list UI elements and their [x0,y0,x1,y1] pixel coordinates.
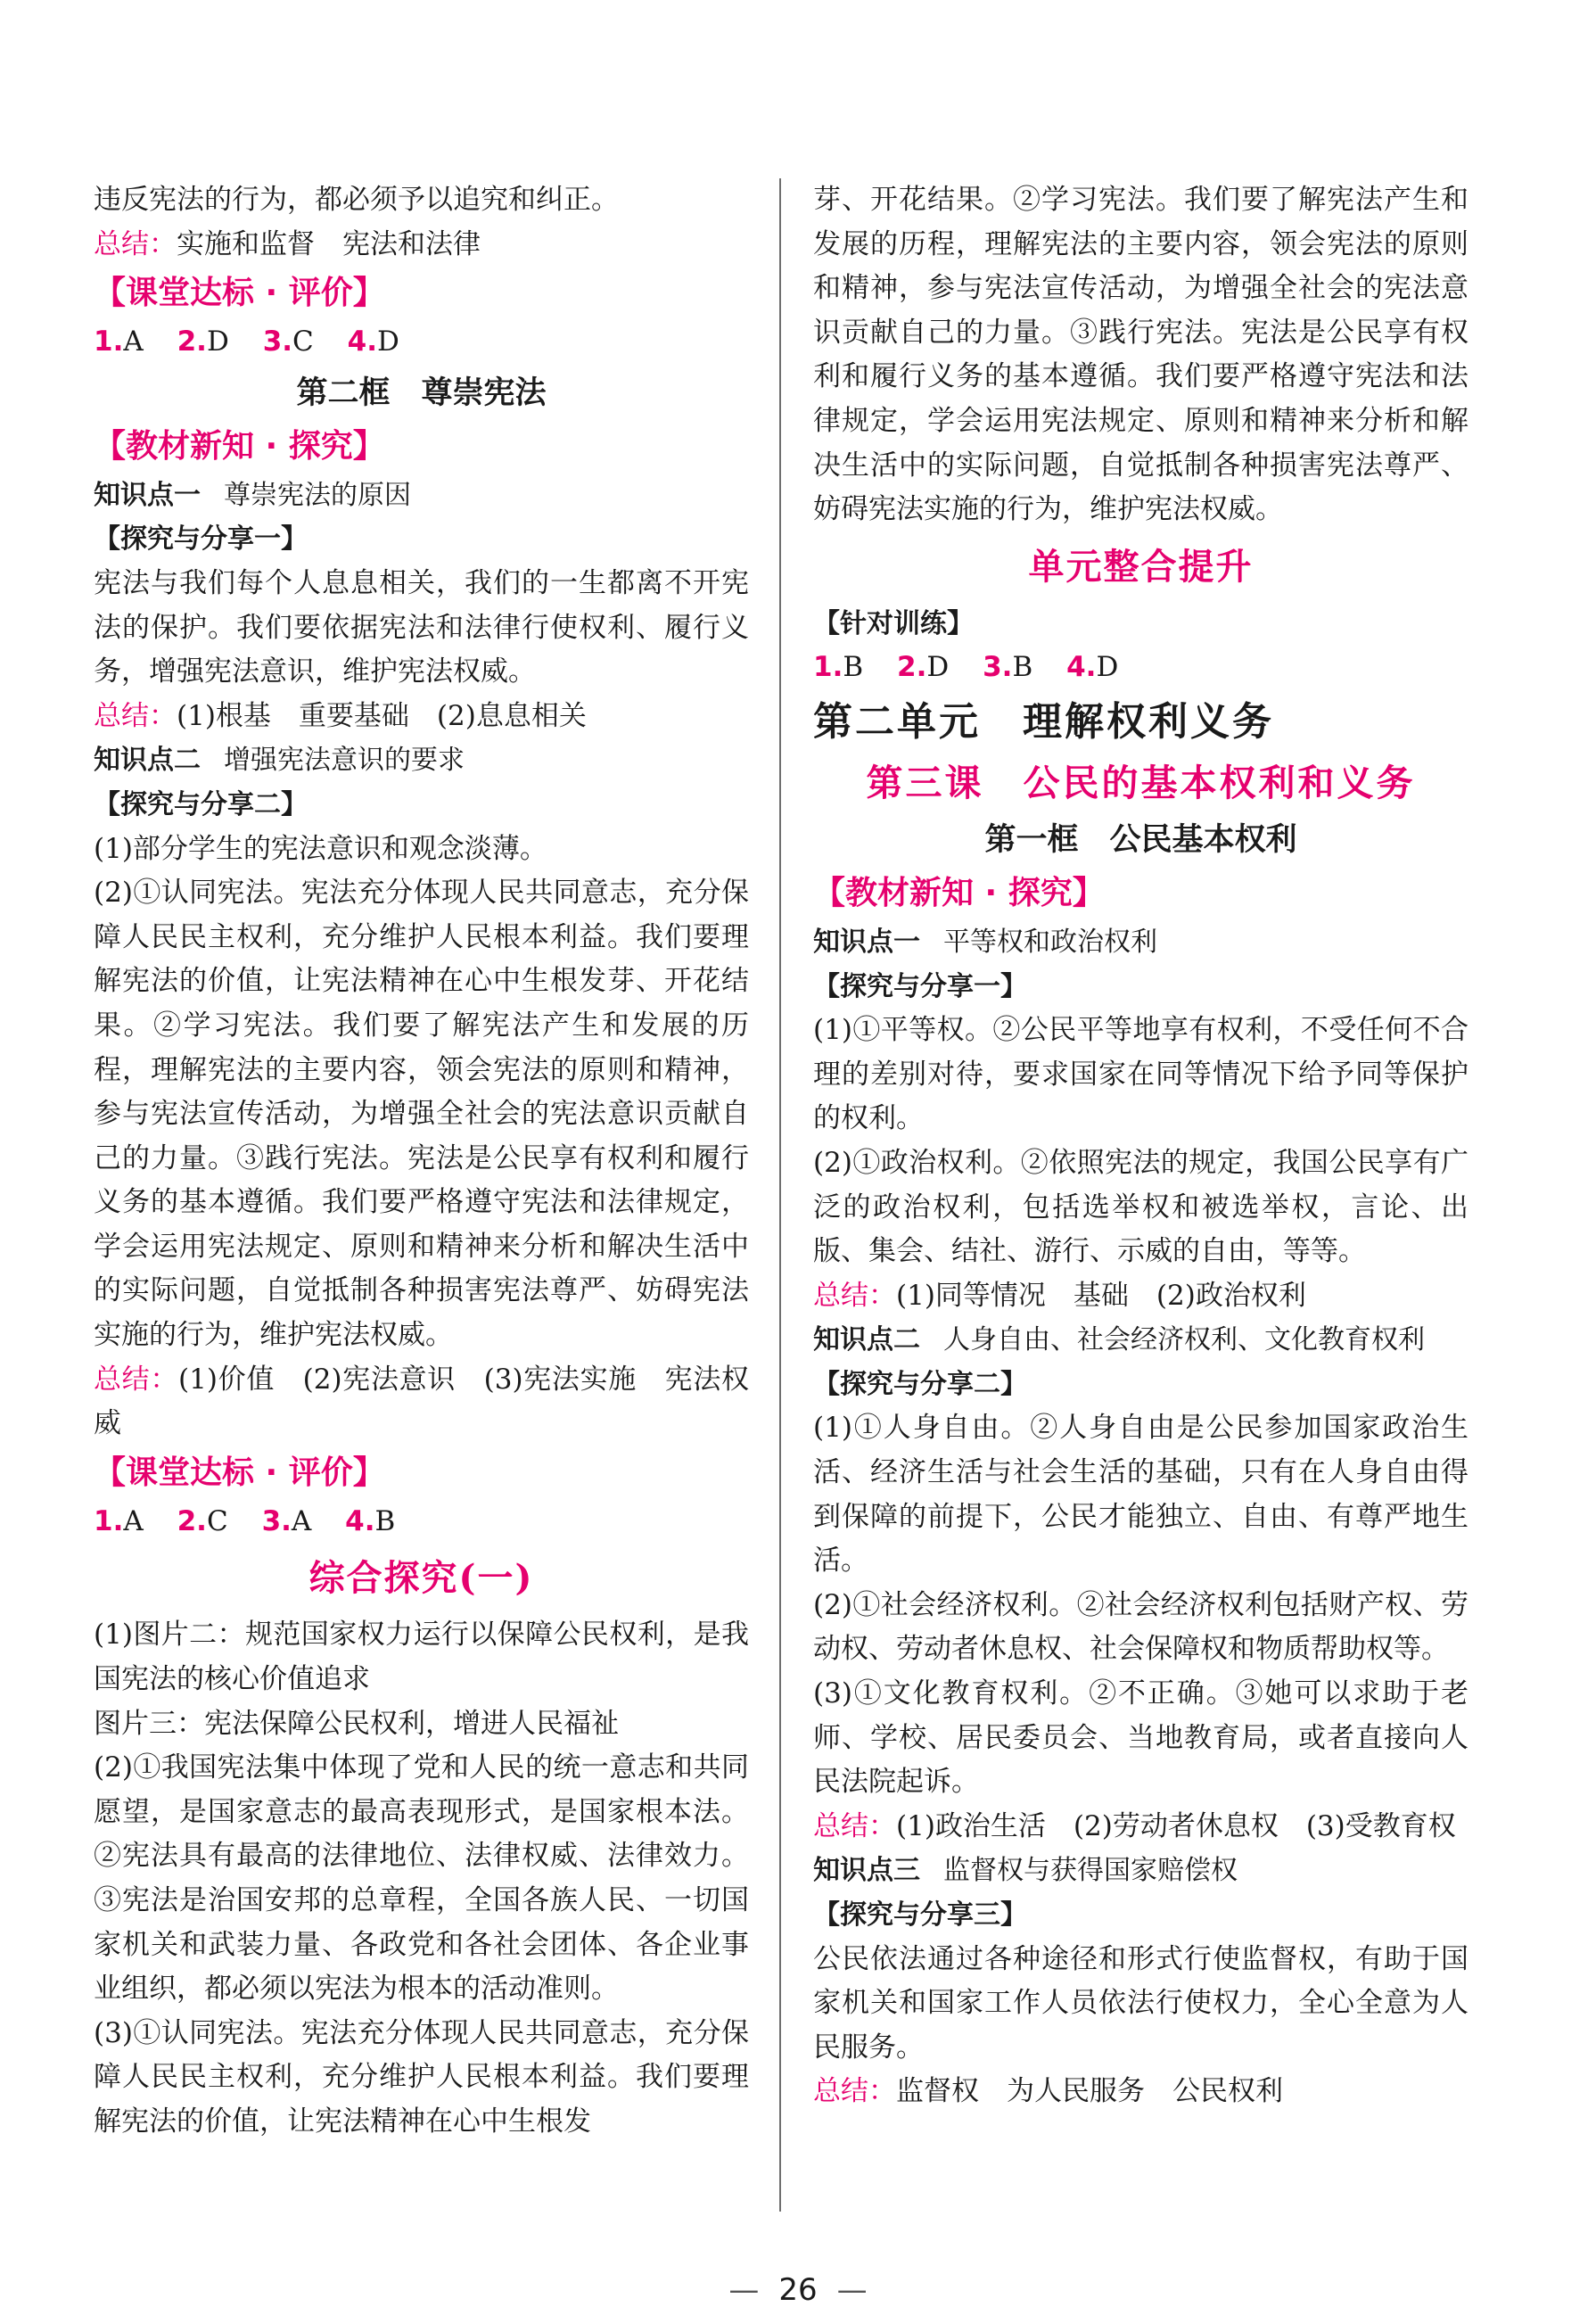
paragraph: (2)①认同宪法。宪法充分体现人民共同意志，充分保障人民民主权利，充分维护人民根本利益。我们要理解宪法的价值，让宪法精神在心中生根发芽、开花结果。②学习宪法。我们要了解宪法产生和发展的历程，理解宪法的主要内容，领会宪法的原则和精神，参与宪法宣传活动，为增强全社会的宪法意识贡献自己的力量。③践行宪法。宪法是公民享有权利和履行义务的基本遵循。我们要严格遵守宪法和法律规定，学会运用宪法规定、原则和精神来分析和解决生活中的实际问题，自觉抵制各种损害宪法尊严、妨碍宪法实施的行为，维护宪法权威。 [94,877,749,1352]
page-number [0,2272,1596,2308]
answer-item: 2.D [177,325,229,358]
answer-item: 4.D [1066,651,1119,684]
paragraph: (1)①人身自由。②人身自由是公民参加国家政治生活、经济生活与社会生活的基础，只有在人身自由得到保障的前提下，公民才能独立、自由、有尊严地生活。 [813,1412,1468,1578]
answer-row [94,1500,749,1545]
summary [94,223,749,268]
answer-item: 3.B [983,651,1033,684]
lesson-title: 第三课 公民的基本权利和义务 [866,761,1416,804]
paragraph: 违反宪法的行为，都必须予以追究和纠正。 [94,184,619,216]
answer-row [813,646,1468,690]
section-heading-jiaocai: 【教材新知 · 探究】 [813,874,1105,911]
summary: 总结：(1)同等情况 基础 (2)政治权利 [813,1279,1306,1312]
paragraph: (1)部分学生的宪法意识和观念淡薄。 [94,832,547,865]
summary: 总结：(1)价值 (2)宪法意识 (3)宪法实施 宪法权威 [94,1363,750,1440]
training-heading: 【针对训练】 [813,607,974,639]
answer-row [94,320,749,365]
right-column [813,178,1468,2114]
page-dash: — [836,2272,868,2308]
page-number-value: 26 [778,2272,818,2308]
knowledge-point: 知识点三 监督权与获得国家赔偿权 [813,1855,1238,1887]
section-heading-ketang: 【课堂达标 · 评价】 [94,275,385,312]
knowledge-point: 知识点一 平等权和政治权利 [813,926,1157,958]
frame-title: 第一框 公民基本权利 [984,821,1297,858]
paragraph: (2)①政治权利。②依照宪法的规定，我国公民享有广泛的政治权利，包括选举权和被选举权，言论、出版、集会、结社、游行、示威的自由，等等。 [813,1146,1468,1268]
paragraph: 图片三：宪法保障公民权利，增进人民福祉 [94,1707,619,1740]
knowledge-point: 知识点二 人身自由、社会经济权利、文化教育权利 [813,1324,1425,1356]
answer-item: 4.D [347,325,399,358]
answer-item: 2.D [897,651,950,684]
comprehensive-title: 综合探究(一) [309,1557,534,1600]
knowledge-point: 知识点一 尊崇宪法的原因 [94,479,411,511]
page-dash: — [728,2272,760,2308]
answer-item: 1.A [94,325,144,358]
paragraph: (2)①社会经济权利。②社会经济权利包括财产权、劳动权、劳动者休息权、社会保障权和物质帮助权等。 [813,1588,1468,1666]
paragraph: 宪法与我们每个人息息相关，我们的一生都离不开宪法的保护。我们要依据宪法和法律行使权利、履行义务，增强宪法意识，维护宪法权威。 [94,566,749,688]
summary: 总结：监督权 为人民服务 公民权利 [813,2075,1283,2108]
answer-item: 1.B [813,651,864,684]
paragraph: (2)①我国宪法集中体现了党和人民的统一意志和共同愿望，是国家意志的最高表现形式，是国家根本法。②宪法具有最高的法律地位、法律权威、法律效力。③宪法是治国安邦的总章程，全国各族人民、一切国家机关和武装力量、各政党和各社会团体、各企业事业组织，都必须以宪法为根本的活动准则。 [94,1751,749,2006]
knowledge-point: 知识点二 增强宪法意识的要求 [94,745,465,777]
share-heading: 【探究与分享一】 [813,970,1027,1002]
left-column [94,178,749,2145]
summary-label: 总结： [94,227,177,260]
section-heading-jiaocai: 【教材新知 · 探究】 [94,427,385,465]
summary: 总结：(1)政治生活 (2)劳动者休息权 (3)受教育权 [813,1809,1456,1842]
section-heading-ketang: 【课堂达标 · 评价】 [94,1454,385,1491]
answer-item: 2.C [177,1504,228,1537]
share-heading: 【探究与分享三】 [813,1899,1027,1931]
unit-integration-title: 单元整合提升 [1028,545,1254,588]
unit-title: 第二单元 理解权利义务 [813,698,1274,745]
answer-item: 4.B [345,1504,396,1537]
paragraph: (3)①认同宪法。宪法充分体现人民共同意志，充分保障人民民主权利，充分维护人民根本利益。我们要理解宪法的价值，让宪法精神在心中生根发 [94,2016,749,2138]
share-heading: 【探究与分享二】 [813,1368,1027,1400]
paragraph: 公民依法通过各种途径和形式行使监督权，有助于国家机关和国家工作人员依法行使权力，全心全意为人民服务。 [813,1942,1468,2064]
share-heading: 【探究与分享二】 [94,788,308,820]
answer-item: 3.C [262,325,314,358]
answer-item: 1.A [94,1504,144,1537]
paragraph: 芽、开花结果。②学习宪法。我们要了解宪法产生和发展的历程，理解宪法的主要内容，领会宪法的原则和精神，参与宪法宣传活动，为增强全社会的宪法意识贡献自己的力量。③践行宪法。宪法是公民享有权利和履行义务的基本遵循。我们要严格遵守宪法和法律规定，学会运用宪法规定、原则和精神来分析和解决生活中的实际问题，自觉抵制各种损害宪法尊严、妨碍宪法实施的行为，维护宪法权威。 [813,184,1468,526]
summary-text: 实施和监督 宪法和法律 [177,227,481,260]
paragraph: (1)图片二：规范国家权力运行以保障公民权利，是我国宪法的核心价值追求 [94,1619,749,1696]
summary: 总结：(1)根基 重要基础 (2)息息相关 [94,699,587,732]
share-heading: 【探究与分享一】 [94,523,308,556]
paragraph: (3)①文化教育权利。②不正确。③她可以求助于老师、学校、居民委员会、当地教育局，或者直接向人民法院起诉。 [813,1677,1468,1799]
column-divider [779,178,781,2212]
paragraph: (1)①平等权。②公民平等地享有权利，不受任何不合理的差别对待，要求国家在同等情况下给予同等保护的权利。 [813,1014,1468,1135]
answer-item: 3.A [261,1504,312,1537]
frame-title: 第二框 尊崇宪法 [296,375,547,411]
